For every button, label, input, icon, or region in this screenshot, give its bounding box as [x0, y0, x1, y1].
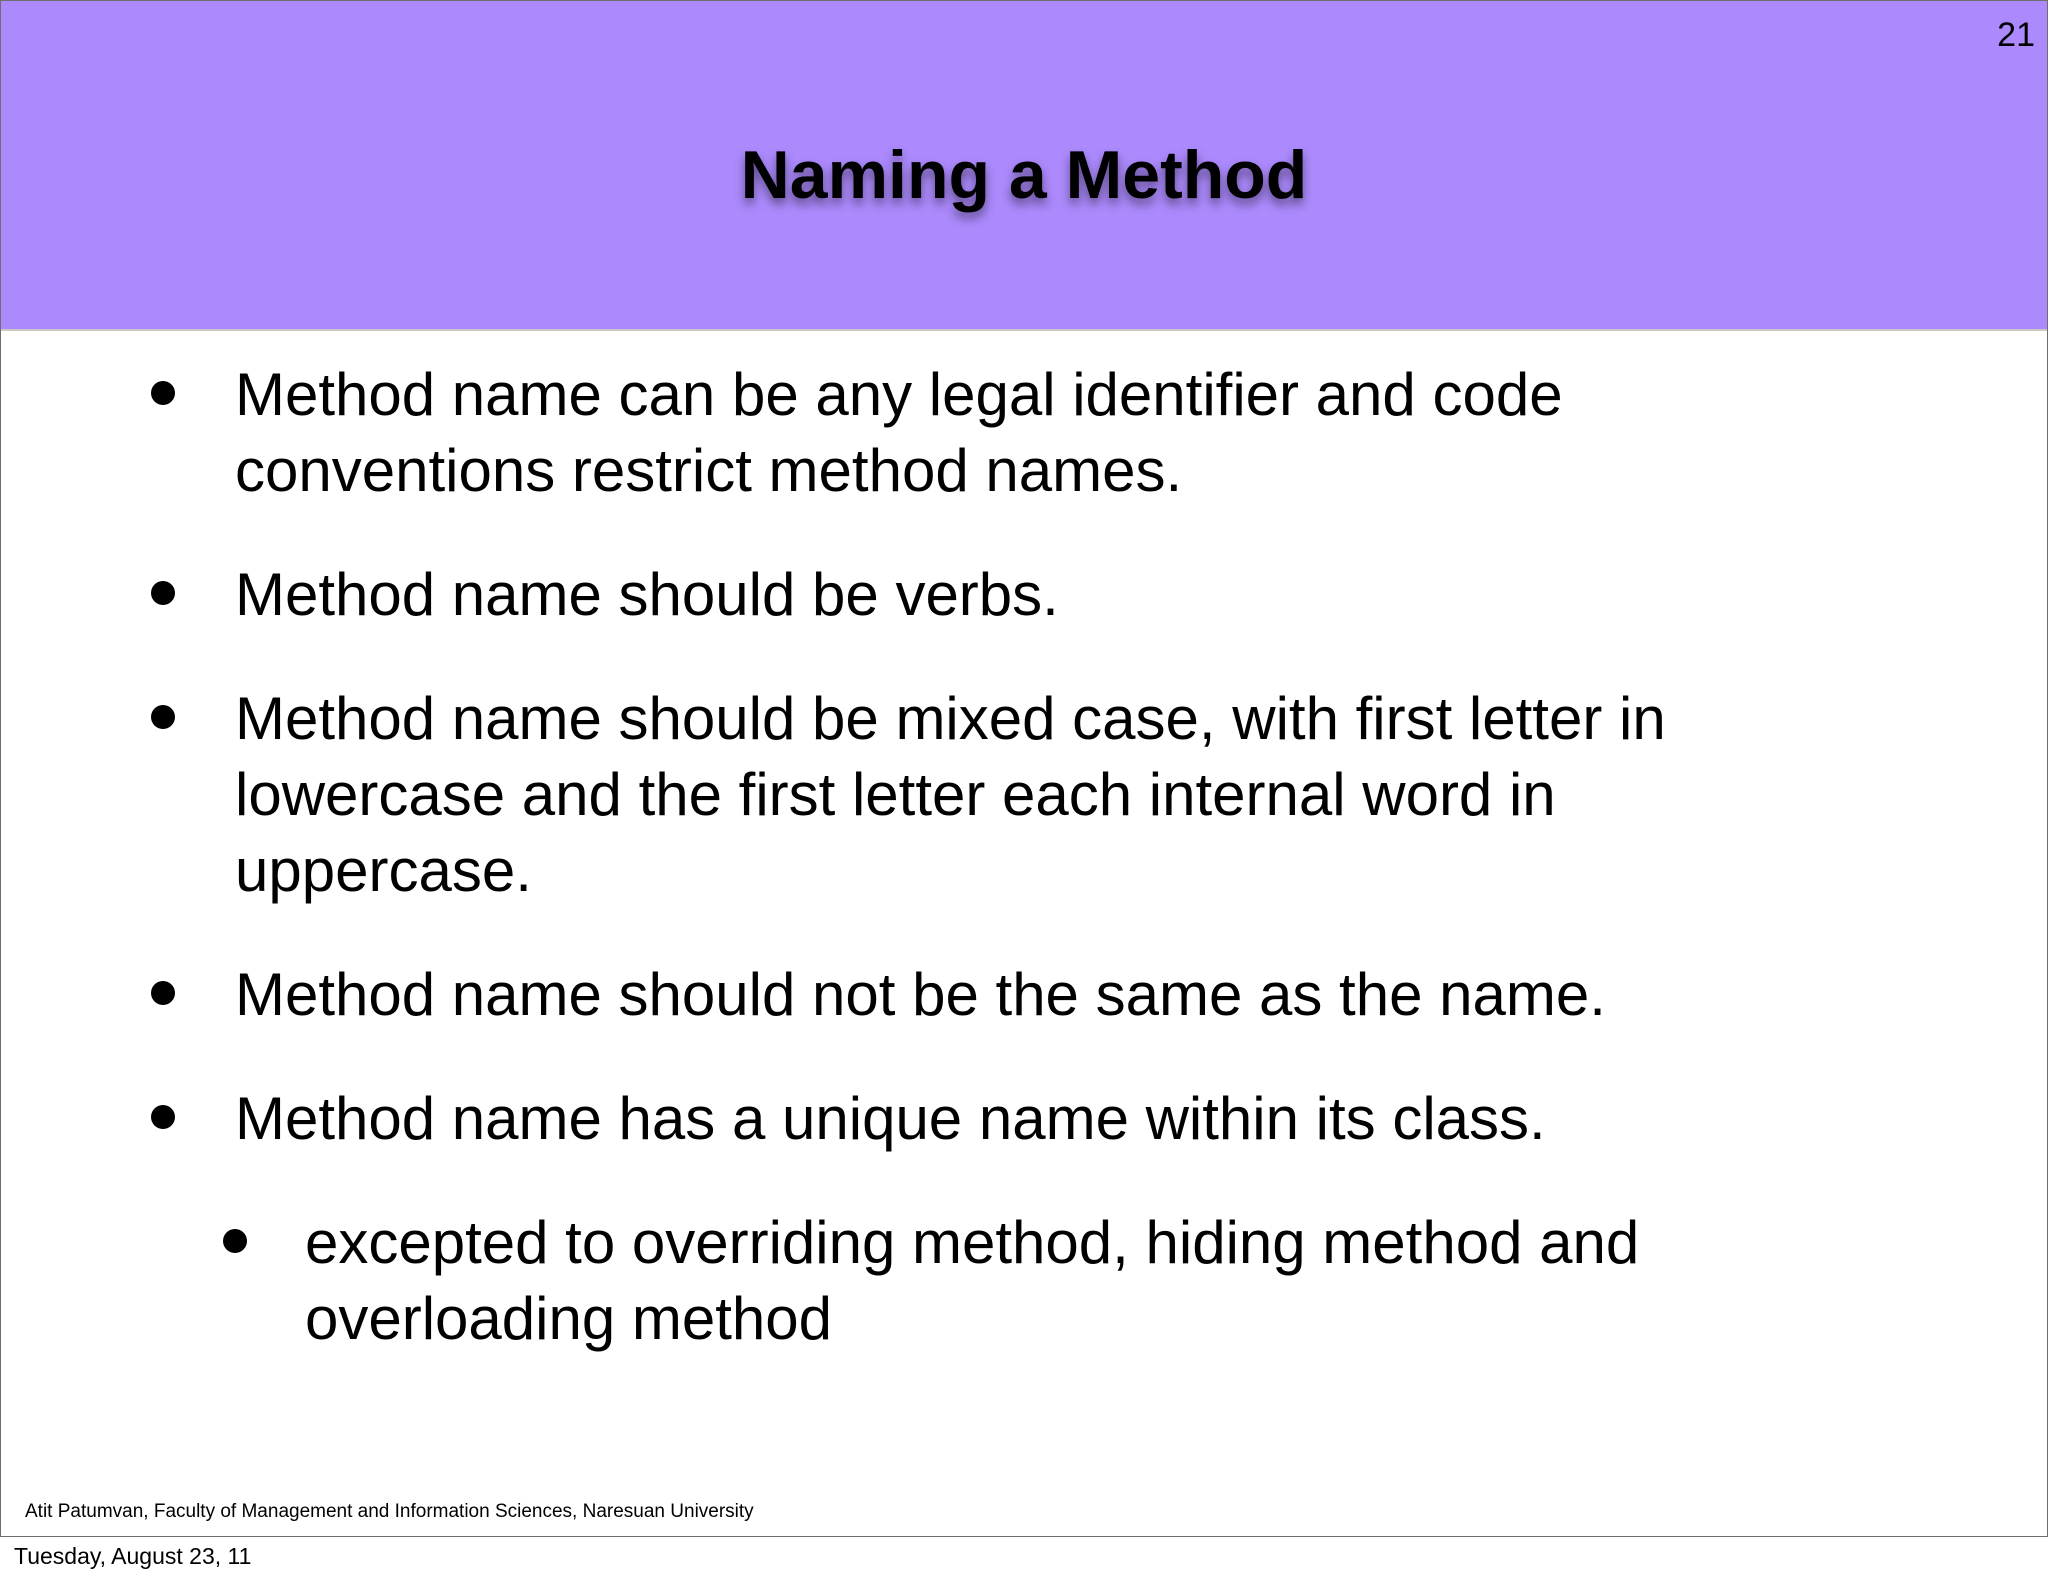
- bullet-text: Method name should be verbs.: [235, 561, 1059, 628]
- footer-credit: Atit Patumvan, Faculty of Management and Information Sciences, Naresuan University: [25, 1501, 754, 1522]
- bullet-dot-icon: [151, 581, 175, 605]
- bullet-item: [1, 681, 2047, 909]
- bullet-item: [1, 557, 2047, 633]
- bullet-item: [1, 957, 2047, 1033]
- bullet-text: excepted to overriding method, hiding method and overloading method: [305, 1209, 1640, 1352]
- date-stamp: Tuesday, August 23, 11: [14, 1543, 252, 1569]
- bullet-text: Method name can be any legal identifier and code conventions restrict method names.: [235, 361, 1563, 504]
- bullet-text: Method name has a unique name within its class.: [235, 1085, 1546, 1152]
- bullet-item: [1, 357, 2047, 509]
- bullet-text: Method name should not be the same as the name.: [235, 961, 1606, 1028]
- bullet-item: [1, 1081, 2047, 1157]
- sub-bullet-item: [1, 1205, 2047, 1357]
- bullet-text: Method name should be mixed case, with first letter in lowercase and the first letter each internal word in uppercase.: [235, 685, 1666, 904]
- bullet-dot-icon: [223, 1229, 247, 1253]
- bullet-dot-icon: [151, 381, 175, 405]
- slide-number: 21: [1997, 16, 2035, 54]
- bullet-dot-icon: [151, 981, 175, 1005]
- slide-title: Naming a Method: [740, 137, 1308, 213]
- bullet-dot-icon: [151, 705, 175, 729]
- bullet-dot-icon: [151, 1105, 175, 1129]
- slide-header: [1, 1, 2047, 331]
- bullet-list: [1, 357, 2047, 1405]
